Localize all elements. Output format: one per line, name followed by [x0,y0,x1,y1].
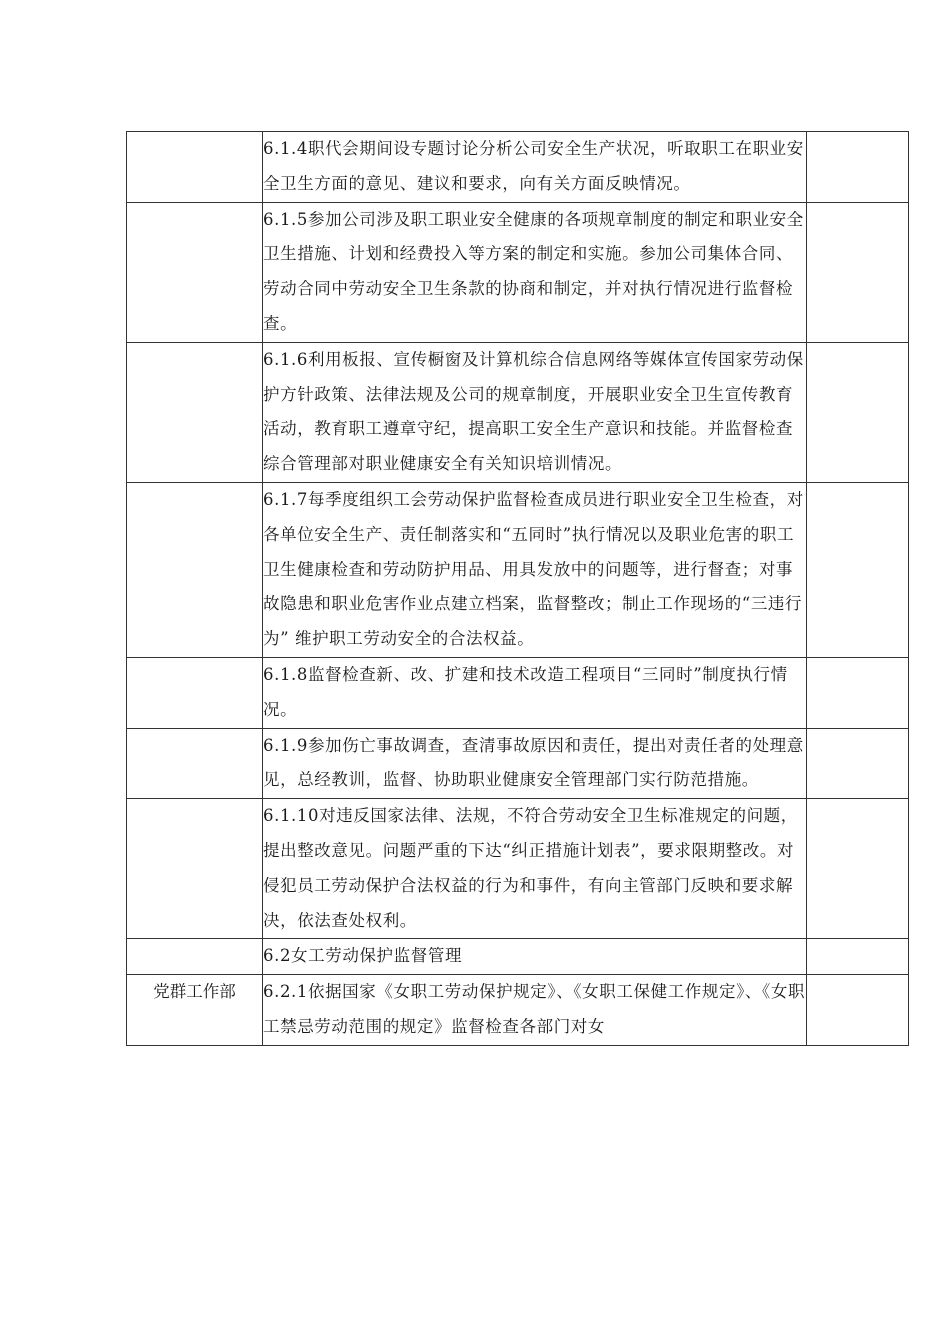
dept-cell [127,799,263,939]
dept-cell [127,482,263,657]
clause-cell: 6.1.7每季度组织工会劳动保护监督检查成员进行职业安全卫生检查，对各单位安全生产、责任制落实和“五同时”执行情况以及职业危害的职工卫生健康检查和劳动防护用品、用具发放中的问题等，进行督查；对事故隐患和职业危害作业点建立档案，监督整改；制止工作现场的“三违行为” 维护职工劳动安全的合法权益。 [263,482,807,657]
table-row [127,132,909,203]
dept-cell: 党群工作部 [127,975,263,1046]
dept-cell [127,342,263,482]
note-cell [807,342,909,482]
table-row [127,657,909,728]
clause-cell: 6.1.10对违反国家法律、法规，不符合劳动安全卫生标准规定的问题，提出整改意见。问题严重的下达“纠正措施计划表”，要求限期整改。对侵犯员工劳动保护合法权益的行为和事件，有向主管部门反映和要求解决，依法查处权利。 [263,799,807,939]
dept-cell [127,657,263,728]
note-cell [807,975,909,1046]
note-cell [807,482,909,657]
table-row [127,202,909,342]
table-row [127,939,909,975]
table-row [127,799,909,939]
dept-cell [127,132,263,203]
note-cell [807,202,909,342]
note-cell [807,728,909,799]
table-row [127,975,909,1046]
dept-cell [127,728,263,799]
clause-cell: 6.1.5参加公司涉及职工职业安全健康的各项规章制度的制定和职业安全卫生措施、计划和经费投入等方案的制定和实施。参加公司集体合同、劳动合同中劳动安全卫生条款的协商和制定，并对执行情况进行监督检查。 [263,202,807,342]
table-row [127,482,909,657]
note-cell [807,657,909,728]
section-heading-cell: 6.2女工劳动保护监督管理 [263,939,807,975]
dept-cell [127,939,263,975]
table-row [127,728,909,799]
note-cell [807,939,909,975]
clause-cell: 6.2.1依据国家《女职工劳动保护规定》、《女职工保健工作规定》、《女职工禁忌劳动范围的规定》监督检查各部门对女 [263,975,807,1046]
clause-cell: 6.1.8监督检查新、改、扩建和技术改造工程项目“三同时”制度执行情况。 [263,657,807,728]
responsibility-table [126,131,909,1046]
dept-cell [127,202,263,342]
note-cell [807,799,909,939]
clause-cell: 6.1.4职代会期间设专题讨论分析公司安全生产状况，听取职工在职业安全卫生方面的意见、建议和要求，向有关方面反映情况。 [263,132,807,203]
note-cell [807,132,909,203]
clause-cell: 6.1.9参加伤亡事故调查，查清事故原因和责任，提出对责任者的处理意见，总经教训，监督、协助职业健康安全管理部门实行防范措施。 [263,728,807,799]
table-row [127,342,909,482]
clause-cell: 6.1.6利用板报、宣传橱窗及计算机综合信息网络等媒体宣传国家劳动保护方针政策、法律法规及公司的规章制度，开展职业安全卫生宣传教育活动，教育职工遵章守纪，提高职工安全生产意识和技能。并监督检查综合管理部对职业健康安全有关知识培训情况。 [263,342,807,482]
